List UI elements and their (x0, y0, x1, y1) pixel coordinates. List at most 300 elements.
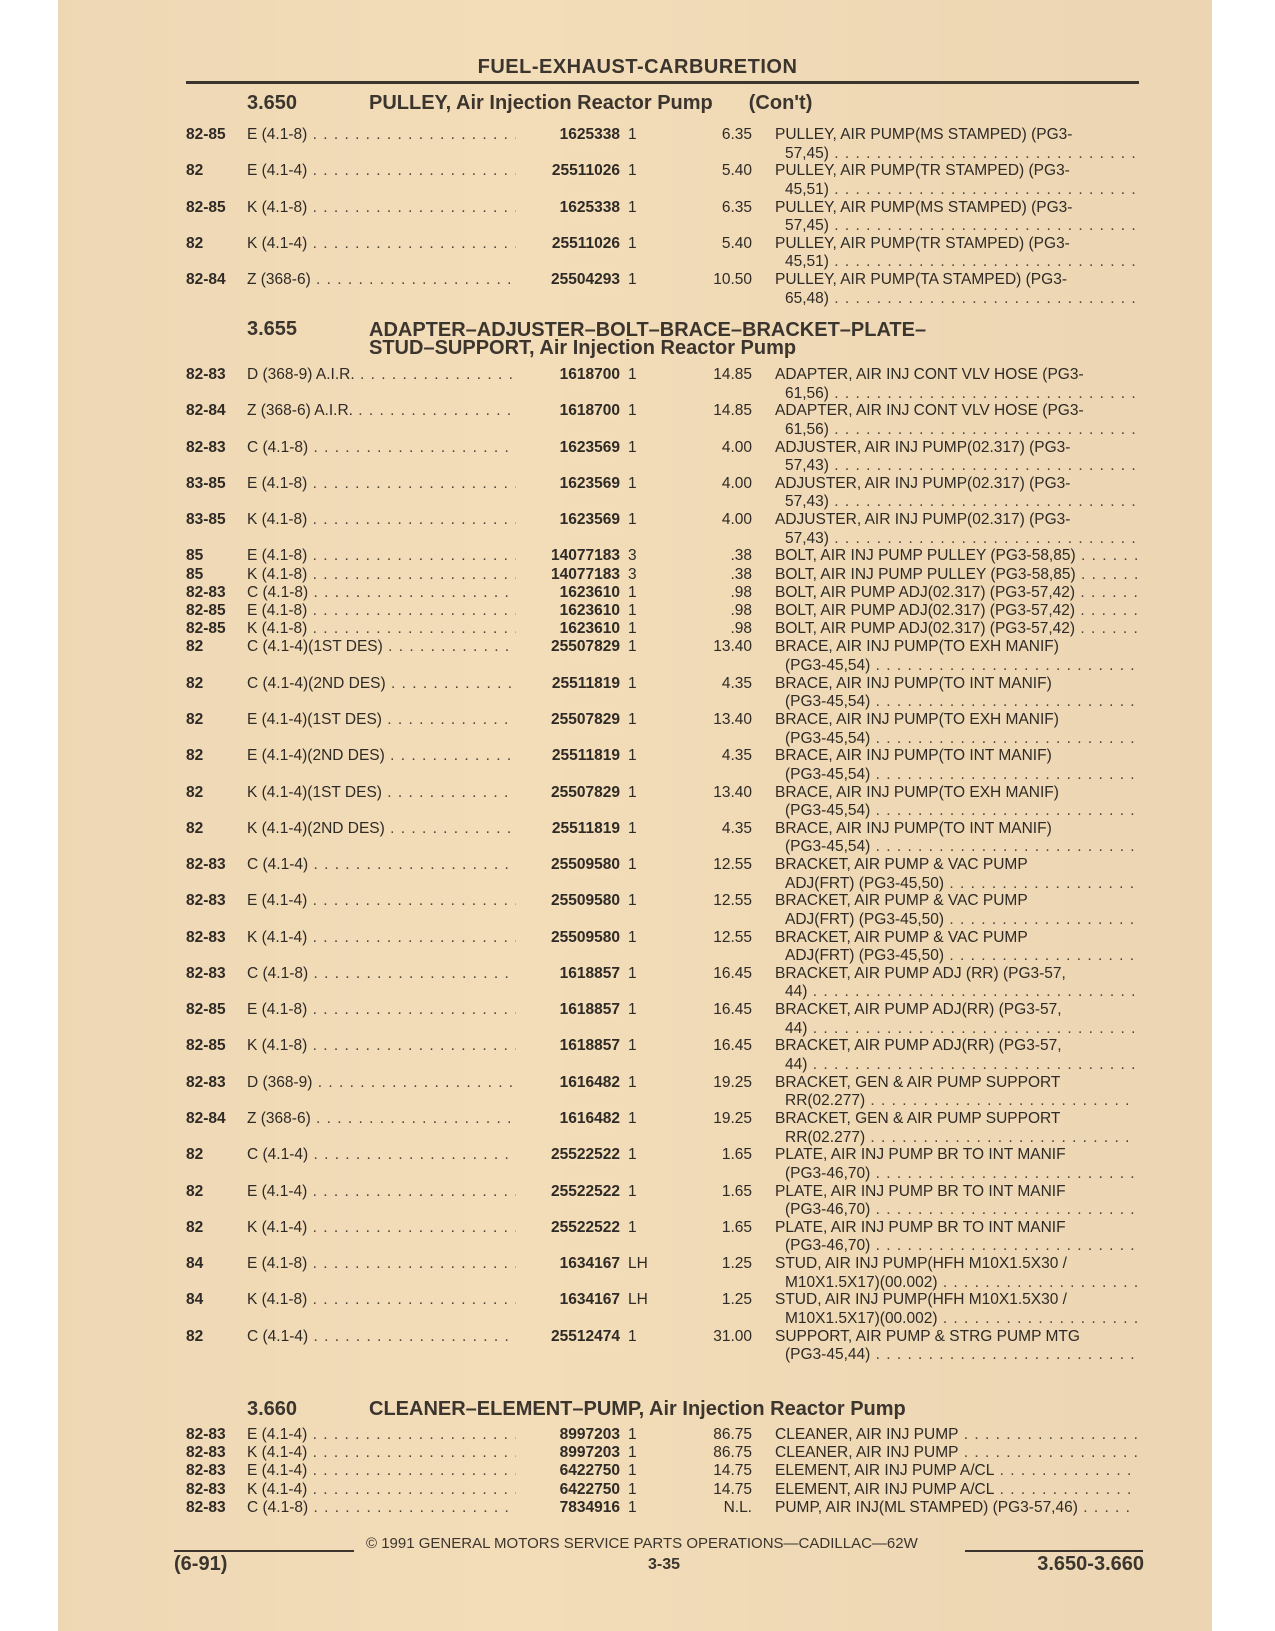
engine-code: E (4.1-4) . . . (247, 1426, 517, 1445)
price: 4.35 (721, 819, 752, 837)
model-year: 82-85 (186, 602, 226, 620)
part-description-line: PLATE, AIR INJ PUMP BR TO INT MANIF (775, 1146, 1066, 1164)
part-number: 25507829 (516, 784, 620, 803)
part-description (775, 584, 1137, 603)
part-description-line: (PG3-46,70) . . . (775, 1237, 1137, 1256)
part-number: 14077183 (516, 566, 620, 585)
part-description-line: BRACE, AIR INJ PUMP(TO EXH MANIF) (775, 783, 1059, 801)
part-description (775, 856, 1137, 893)
price: 14.75 (713, 1480, 752, 1498)
model-year: 82-85 (186, 198, 226, 216)
engine-code: D (368-9) . . . (247, 1074, 517, 1093)
price: 4.00 (721, 511, 752, 529)
part-description (775, 1462, 1137, 1481)
price: 86.75 (713, 1426, 752, 1443)
quantity: 1 (628, 1426, 637, 1443)
price: 1.65 (721, 1146, 752, 1164)
part-description-line: 57,43) . . . (775, 530, 1137, 549)
part-description (775, 820, 1137, 857)
price: 4.35 (721, 747, 752, 765)
engine-code: C (4.1-8) . . . (247, 1499, 517, 1518)
section-title-line: CLEANER–ELEMENT–PUMP, Air Injection Reactor Pump (369, 1398, 906, 1420)
price: 13.40 (713, 638, 752, 656)
part-description (775, 402, 1137, 439)
part-description (775, 1001, 1137, 1038)
part-description (775, 784, 1137, 821)
part-number: 25511819 (516, 820, 620, 839)
part-number: 25504293 (516, 271, 620, 290)
price: 12.55 (713, 892, 752, 910)
quantity: 1 (628, 1218, 637, 1236)
footer-date: (6-91) (174, 1553, 228, 1575)
part-description-line: STUD, AIR INJ PUMP(HFH M10X1.5X30 / (775, 1291, 1067, 1309)
part-number: 1623569 (516, 439, 620, 458)
part-description-line: PULLEY, AIR PUMP(TR STAMPED) (PG3- (775, 162, 1070, 180)
model-year: 82-83 (186, 438, 226, 456)
part-description (775, 675, 1137, 712)
part-number: 25509580 (516, 856, 620, 875)
part-description-line: 65,48) . . . (775, 290, 1137, 309)
part-number: 1623610 (516, 602, 620, 621)
part-description-line: RR(02.277) . . . (775, 1129, 1137, 1148)
engine-code: E (4.1-4) . . . (247, 162, 517, 181)
section-title (369, 94, 812, 112)
section-number: 3.655 (247, 318, 298, 340)
part-number: 25511819 (516, 747, 620, 766)
engine-code: Z (368-6) . . . (247, 1110, 517, 1129)
part-description-line: ADJUSTER, AIR INJ PUMP(02.317) (PG3- (775, 474, 1071, 492)
part-description-line: (PG3-45,54) . . . (775, 657, 1137, 676)
part-number: 1618700 (516, 402, 620, 421)
engine-code: E (4.1-8) . . . (247, 1001, 517, 1020)
engine-code: C (4.1-4)(1ST DES) . . . (247, 638, 517, 657)
part-description (775, 1183, 1137, 1220)
model-year: 82-85 (186, 1037, 226, 1055)
part-description (775, 1255, 1137, 1292)
part-number: 25509580 (516, 929, 620, 948)
part-description (775, 235, 1137, 272)
part-description-line: 57,45) . . . (775, 217, 1137, 236)
header-rule (186, 81, 1139, 84)
engine-code: C (4.1-8) . . . (247, 965, 517, 984)
part-description-line: BRACKET, AIR PUMP & VAC PUMP (775, 856, 1028, 874)
part-description (775, 1499, 1137, 1518)
engine-code: E (4.1-8) . . . (247, 126, 517, 145)
part-description-line: ADAPTER, AIR INJ CONT VLV HOSE (PG3- (775, 366, 1084, 383)
model-year: 82-83 (186, 856, 226, 874)
price: 4.00 (721, 438, 752, 456)
part-description-line: ADAPTER, AIR INJ CONT VLV HOSE (PG3- (775, 402, 1084, 420)
engine-code: E (4.1-8) . . . (247, 602, 517, 621)
part-description-line: 45,51) . . . (775, 181, 1137, 200)
part-description-line: ADJ(FRT) (PG3-45,50) . . . (775, 947, 1137, 966)
part-description (775, 1219, 1137, 1256)
model-year: 84 (186, 1291, 204, 1309)
part-number: 25522522 (516, 1219, 620, 1238)
part-number: 1623569 (516, 511, 620, 530)
model-year: 82-83 (186, 964, 226, 982)
part-number: 1625338 (516, 126, 620, 145)
part-description-line: (PG3-45,54) . . . (775, 693, 1137, 712)
price: 16.45 (713, 964, 752, 982)
part-description (775, 439, 1137, 476)
part-description-line: 57,43) . . . (775, 493, 1137, 512)
section-number: 3.650 (247, 92, 298, 114)
quantity: 1 (628, 783, 637, 801)
part-description (775, 1328, 1137, 1365)
quantity: 3 (628, 547, 637, 565)
model-year: 82-83 (186, 1480, 226, 1498)
part-description-line: BRACKET, AIR PUMP & VAC PUMP (775, 892, 1028, 910)
engine-code: K (4.1-8) . . . (247, 566, 517, 585)
part-description (775, 1074, 1137, 1111)
engine-code: E (4.1-4) . . . (247, 1462, 517, 1481)
part-description (775, 271, 1137, 308)
part-number: 6422750 (516, 1481, 620, 1500)
part-number: 25507829 (516, 638, 620, 657)
part-number: 25511819 (516, 675, 620, 694)
part-description-line: 45,51) . . . (775, 253, 1137, 272)
part-description (775, 566, 1137, 585)
engine-code: E (4.1-8) . . . (247, 1255, 517, 1274)
part-number: 1616482 (516, 1110, 620, 1129)
model-year: 82-83 (186, 1073, 226, 1091)
part-description-line: SUPPORT, AIR PUMP & STRG PUMP MTG (775, 1327, 1080, 1345)
price: 19.25 (713, 1073, 752, 1091)
engine-code: D (368-9) A.I.R. . . . (247, 366, 517, 385)
part-description-line: 57,45) . . . (775, 145, 1137, 164)
quantity: 1 (628, 1073, 637, 1091)
part-description-line: PULLEY, AIR PUMP(TR STAMPED) (PG3- (775, 234, 1070, 252)
part-description-line: BRACE, AIR INJ PUMP(TO EXH MANIF) (775, 638, 1059, 656)
part-description (775, 511, 1137, 548)
model-year: 82-83 (186, 1498, 226, 1516)
section-continued-label: (Con't) (748, 92, 813, 114)
price: 14.85 (713, 402, 752, 420)
quantity: 1 (628, 819, 637, 837)
model-year: 82-85 (186, 1001, 226, 1019)
quantity: 1 (628, 964, 637, 982)
part-description-line: M10X1.5X17)(00.002) . . . (775, 1310, 1137, 1329)
page-header-title: FUEL-EXHAUST-CARBURETION (477, 56, 798, 78)
price: 1.65 (721, 1182, 752, 1200)
engine-code: K (4.1-8) . . . (247, 511, 517, 530)
price: 1.65 (721, 1218, 752, 1236)
price: 16.45 (713, 1037, 752, 1055)
model-year: 82-83 (186, 892, 226, 910)
price: 1.25 (721, 1291, 752, 1309)
part-description-line: BRACE, AIR INJ PUMP(TO EXH MANIF) (775, 711, 1059, 729)
section-subtitle: STUD–SUPPORT, Air Injection Reactor Pump (369, 337, 797, 359)
model-year: 82 (186, 747, 204, 765)
footer-page-number: 3-35 (647, 1556, 681, 1573)
part-description-line: (PG3-45,54) . . . (775, 802, 1137, 821)
engine-code: C (4.1-4) . . . (247, 1146, 517, 1165)
part-description-line: ELEMENT, AIR INJ PUMP A/CL . . . (775, 1481, 1137, 1500)
price: 16.45 (713, 1001, 752, 1019)
part-description-line: STUD, AIR INJ PUMP(HFH M10X1.5X30 / (775, 1255, 1067, 1273)
model-year: 82 (186, 1327, 204, 1345)
part-number: 1623610 (516, 620, 620, 639)
part-description (775, 1291, 1137, 1328)
price: 4.00 (721, 474, 752, 492)
part-description-line: PULLEY, AIR PUMP(MS STAMPED) (PG3- (775, 126, 1073, 143)
part-description-line: BRACKET, AIR PUMP ADJ(RR) (PG3-57, (775, 1001, 1062, 1019)
price: 5.40 (721, 162, 752, 180)
engine-code: Z (368-6) A.I.R. . . . (247, 402, 517, 421)
engine-code: K (4.1-8) . . . (247, 199, 517, 218)
part-description (775, 1110, 1137, 1147)
part-number: 1634167 (516, 1291, 620, 1310)
part-description-line: BRACKET, AIR PUMP ADJ (RR) (PG3-57, (775, 964, 1066, 982)
model-year: 82-83 (186, 928, 226, 946)
engine-code: C (4.1-4) . . . (247, 856, 517, 875)
model-year: 82 (186, 711, 204, 729)
engine-code: K (4.1-4) . . . (247, 1444, 517, 1463)
engine-code: C (4.1-4)(2ND DES) . . . (247, 675, 517, 694)
quantity: 1 (628, 928, 637, 946)
model-year: 85 (186, 547, 204, 565)
section-number: 3.660 (247, 1398, 298, 1420)
model-year: 82-84 (186, 402, 226, 420)
price: .98 (730, 620, 752, 638)
quantity: 1 (628, 1498, 637, 1516)
part-description (775, 162, 1137, 199)
engine-code: E (4.1-4)(2ND DES) . . . (247, 747, 517, 766)
part-description-line: RR(02.277) . . . (775, 1092, 1137, 1111)
price: 19.25 (713, 1110, 752, 1127)
engine-code: K (4.1-4) . . . (247, 1219, 517, 1238)
quantity: 1 (628, 711, 637, 729)
part-number: 25512474 (516, 1328, 620, 1347)
part-description (775, 747, 1137, 784)
model-year: 82 (186, 819, 204, 837)
quantity: 1 (628, 366, 637, 383)
quantity: 1 (628, 1462, 637, 1480)
part-number: 8997203 (516, 1444, 620, 1463)
part-description-line: 44) . . . (775, 983, 1137, 1002)
engine-code: K (4.1-8) . . . (247, 1037, 517, 1056)
engine-code: E (4.1-8) . . . (247, 475, 517, 494)
part-description-line: M10X1.5X17)(00.002) . . . (775, 1274, 1137, 1293)
model-year: 82-83 (186, 366, 226, 383)
part-description (775, 126, 1137, 163)
part-description-line: BRACE, AIR INJ PUMP(TO INT MANIF) (775, 674, 1052, 692)
price: .98 (730, 583, 752, 601)
engine-code: C (4.1-4) . . . (247, 1328, 517, 1347)
model-year: 82-83 (186, 1462, 226, 1480)
part-description-line: 57,43) . . . (775, 457, 1137, 476)
part-description-line: BOLT, AIR INJ PUMP PULLEY (PG3-58,85) . . . (775, 547, 1137, 566)
price: 14.85 (713, 366, 752, 383)
engine-code: K (4.1-4)(2ND DES) . . . (247, 820, 517, 839)
price: .38 (730, 565, 752, 583)
model-year: 85 (186, 565, 204, 583)
part-description-line: BOLT, AIR PUMP ADJ(02.317) (PG3-57,42) . . . (775, 602, 1137, 621)
engine-code: K (4.1-4) . . . (247, 235, 517, 254)
quantity: 1 (628, 602, 637, 620)
part-description (775, 1481, 1137, 1500)
part-description-line: BOLT, AIR PUMP ADJ(02.317) (PG3-57,42) . . . (775, 620, 1137, 639)
engine-code: C (4.1-8) . . . (247, 439, 517, 458)
model-year: 83-85 (186, 474, 226, 492)
model-year: 82 (186, 1182, 204, 1200)
part-number: 25507829 (516, 711, 620, 730)
part-number: 6422750 (516, 1462, 620, 1481)
part-description-line: 61,56) . . . (775, 421, 1137, 440)
part-number: 25522522 (516, 1183, 620, 1202)
quantity: LH (628, 1291, 648, 1309)
engine-code: K (4.1-4) . . . (247, 929, 517, 948)
quantity: 1 (628, 1110, 637, 1127)
engine-code: K (4.1-4)(1ST DES) . . . (247, 784, 517, 803)
engine-code: K (4.1-8) . . . (247, 1291, 517, 1310)
model-year: 82-83 (186, 1426, 226, 1443)
model-year: 82 (186, 674, 204, 692)
part-description-line: ADJ(FRT) (PG3-45,50) . . . (775, 911, 1137, 930)
price: 12.55 (713, 856, 752, 874)
model-year: 82-84 (186, 271, 226, 289)
quantity: 1 (628, 1444, 637, 1462)
quantity: 1 (628, 856, 637, 874)
price: 10.50 (713, 271, 752, 289)
part-description-line: ADJ(FRT) (PG3-45,50) . . . (775, 875, 1137, 894)
part-number: 1618857 (516, 1037, 620, 1056)
quantity: 1 (628, 892, 637, 910)
price: 1.25 (721, 1255, 752, 1273)
part-description (775, 1146, 1137, 1183)
quantity: 1 (628, 620, 637, 638)
price: 5.40 (721, 234, 752, 252)
quantity: 1 (628, 1146, 637, 1164)
part-description (775, 1037, 1137, 1074)
price: 13.40 (713, 783, 752, 801)
part-description-line: PULLEY, AIR PUMP(MS STAMPED) (PG3- (775, 198, 1073, 216)
part-description-line: 44) . . . (775, 1020, 1137, 1039)
engine-code: E (4.1-4) . . . (247, 892, 517, 911)
part-description-line: 61,56) . . . (775, 385, 1137, 404)
footer-section-range: 3.650-3.660 (1037, 1553, 1144, 1575)
part-description-line: (PG3-45,44) . . . (775, 1346, 1137, 1365)
part-number: 7834916 (516, 1499, 620, 1518)
price: 6.35 (721, 198, 752, 216)
part-description (775, 1426, 1137, 1445)
part-description (775, 475, 1137, 512)
part-number: 14077183 (516, 547, 620, 566)
model-year: 82 (186, 1146, 204, 1164)
quantity: 3 (628, 565, 637, 583)
engine-code: E (4.1-8) . . . (247, 547, 517, 566)
model-year: 82 (186, 638, 204, 656)
quantity: 1 (628, 126, 637, 143)
part-description (775, 965, 1137, 1002)
quantity: 1 (628, 474, 637, 492)
part-description-line: (PG3-45,54) . . . (775, 730, 1137, 749)
section-title-line: PULLEY, Air Injection Reactor Pump (369, 92, 713, 114)
part-description-line: CLEANER, AIR INJ PUMP . . . (775, 1426, 1137, 1445)
part-description-line: BRACKET, GEN & AIR PUMP SUPPORT (775, 1110, 1061, 1127)
part-number: 1618857 (516, 965, 620, 984)
model-year: 82-84 (186, 1110, 226, 1127)
part-number: 25511026 (516, 235, 620, 254)
part-description (775, 602, 1137, 621)
part-number: 1623569 (516, 475, 620, 494)
quantity: 1 (628, 198, 637, 216)
quantity: 1 (628, 402, 637, 420)
part-description (775, 547, 1137, 566)
section-title (369, 1400, 906, 1418)
part-description-line: BRACE, AIR INJ PUMP(TO INT MANIF) (775, 819, 1052, 837)
part-description (775, 929, 1137, 966)
quantity: 1 (628, 1327, 637, 1345)
engine-code: K (4.1-4) . . . (247, 1481, 517, 1500)
model-year: 82-83 (186, 583, 226, 601)
model-year: 82 (186, 783, 204, 801)
quantity: 1 (628, 234, 637, 252)
part-description-line: BRACE, AIR INJ PUMP(TO INT MANIF) (775, 747, 1052, 765)
part-description-line: (PG3-45,54) . . . (775, 766, 1137, 785)
price: .38 (730, 547, 752, 565)
part-description-line: PLATE, AIR INJ PUMP BR TO INT MANIF (775, 1182, 1066, 1200)
price: 13.40 (713, 711, 752, 729)
part-description-line: (PG3-46,70) . . . (775, 1165, 1137, 1184)
part-description-line: PULLEY, AIR PUMP(TA STAMPED) (PG3- (775, 271, 1067, 289)
model-year: 82 (186, 1218, 204, 1236)
part-description (775, 366, 1137, 403)
part-number: 1618857 (516, 1001, 620, 1020)
model-year: 83-85 (186, 511, 226, 529)
quantity: 1 (628, 747, 637, 765)
quantity: 1 (628, 438, 637, 456)
price: 31.00 (713, 1327, 752, 1345)
part-description (775, 1444, 1137, 1463)
model-year: 82 (186, 162, 204, 180)
quantity: 1 (628, 638, 637, 656)
quantity: 1 (628, 583, 637, 601)
part-description-line: CLEANER, AIR INJ PUMP . . . (775, 1444, 1137, 1463)
price: 6.35 (721, 126, 752, 143)
quantity: 1 (628, 1001, 637, 1019)
price: 14.75 (713, 1462, 752, 1480)
part-description-line: ADJUSTER, AIR INJ PUMP(02.317) (PG3- (775, 511, 1071, 529)
price: 86.75 (713, 1444, 752, 1462)
quantity: 1 (628, 511, 637, 529)
footer-rule-left (174, 1550, 354, 1552)
footer-rule-right (965, 1550, 1143, 1552)
quantity: 1 (628, 1480, 637, 1498)
engine-code: E (4.1-4)(1ST DES) . . . (247, 711, 517, 730)
part-description-line: BRACKET, AIR PUMP ADJ(RR) (PG3-57, (775, 1037, 1062, 1055)
section-title (369, 321, 926, 357)
part-description (775, 892, 1137, 929)
model-year: 82-83 (186, 1444, 226, 1462)
engine-code: C (4.1-8) . . . (247, 584, 517, 603)
price: 12.55 (713, 928, 752, 946)
model-year: 82-85 (186, 126, 226, 143)
price: .98 (730, 602, 752, 620)
part-number: 1616482 (516, 1074, 620, 1093)
part-number: 1623610 (516, 584, 620, 603)
footer-copyright: © 1991 GENERAL MOTORS SERVICE PARTS OPERATIONS—CADILLAC—62W (366, 1535, 918, 1552)
part-description-line: BOLT, AIR PUMP ADJ(02.317) (PG3-57,42) . . . (775, 584, 1137, 603)
part-description-line: 44) . . . (775, 1056, 1137, 1075)
quantity: 1 (628, 271, 637, 289)
section-title-line: ADAPTER–ADJUSTER–BOLT–BRACE–BRACKET–PLATE– (369, 319, 927, 341)
engine-code: K (4.1-8) . . . (247, 620, 517, 639)
quantity: 1 (628, 674, 637, 692)
part-number: 1625338 (516, 199, 620, 218)
part-description-line: ADJUSTER, AIR INJ PUMP(02.317) (PG3- (775, 438, 1071, 456)
